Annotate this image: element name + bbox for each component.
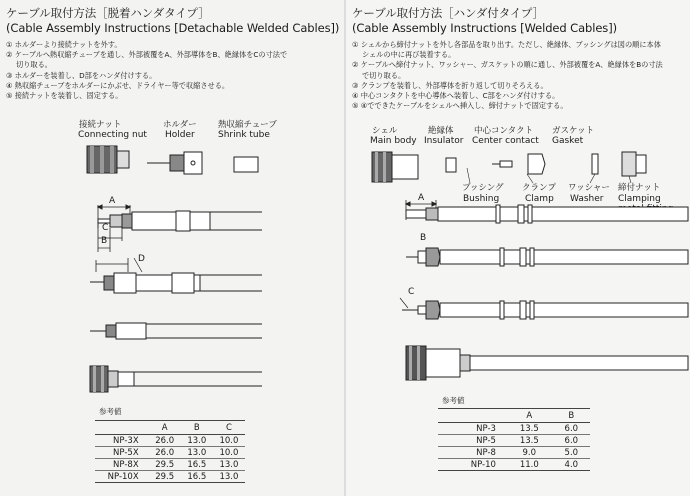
dim-label-d: D — [138, 254, 145, 264]
right-clamped-cable-diagram — [406, 248, 688, 266]
right-title-en: (Cable Assembly Instructions [Welded Cables]) — [352, 21, 617, 35]
left-step-4: ④ 熱収縮チューブをホルダーにかぶせ、ドライヤー等で収縮させる。 — [6, 80, 230, 90]
left-step-5: ⑤ 接続ナットを装着し、固定する。 — [6, 91, 123, 101]
left-step-3: ③ ホルダーを装着し、D部をハンダ付けする。 — [6, 70, 157, 80]
label-insulator-en: Insulator — [424, 136, 464, 146]
right-prepared-cable-diagram — [406, 200, 688, 223]
right-complete-connector-diagram — [406, 346, 688, 380]
dim-label-c: C — [102, 223, 109, 233]
complete-connector-diagram — [90, 366, 262, 392]
gasket-icon — [528, 154, 545, 174]
right-step-2-cont: で切り取る。 — [362, 70, 406, 80]
right-dim-label-c: C — [408, 287, 415, 297]
table-row: NP-5X 26.0 13.0 10.0 — [95, 447, 245, 459]
label-holder-jp: ホルダー — [163, 120, 197, 130]
right-step-4: ④ 中心コンタクトを中心導体へ装着し、C部をハンダ付けする。 — [352, 91, 560, 101]
table-header-row: A B C — [95, 421, 245, 435]
label-washer-jp: ワッシャー — [568, 183, 610, 193]
label-clamping-nut-jp: 締付ナット — [618, 183, 661, 193]
table-row: NP-8X 29.5 16.5 13.0 — [95, 459, 245, 471]
label-clamp-en: Clamp — [525, 194, 554, 204]
right-ref-label: 参考値 — [442, 396, 465, 405]
left-step-1: ① ホルダーより接続ナットを外す。 — [6, 40, 122, 49]
right-step-1-cont: シェルの中に再び装着する。 — [362, 50, 456, 60]
left-title-en: (Cable Assembly Instructions [Detachable Welded Cables]) — [6, 21, 340, 35]
label-gasket-jp: ガスケット — [552, 126, 595, 136]
label-bushing-en: Bushing — [463, 194, 500, 204]
label-insulator-jp: 絶縁体 — [428, 126, 454, 136]
label-center-contact-en: Center contact — [472, 136, 539, 146]
table-header-row: A B — [438, 409, 590, 423]
dim-label-a: A — [109, 196, 116, 206]
right-step-5: ⑤ ④でできたケーブルをシェルへ挿入し、締付ナットで固定する。 — [352, 101, 568, 111]
left-ref-label: 参考値 — [99, 407, 122, 416]
left-assembly-diagram — [0, 0, 344, 400]
tube-shrunk-diagram — [90, 323, 262, 339]
label-gasket-en: Gasket — [552, 136, 584, 146]
right-ref-table — [438, 408, 590, 471]
left-step-2-cont: 切り取る。 — [16, 60, 52, 70]
left-ref-table — [95, 420, 245, 483]
shrink-tube-icon — [234, 157, 258, 172]
holder-icon — [147, 152, 202, 174]
table-row: NP-8 9.0 5.0 — [438, 447, 590, 459]
connecting-nut-icon — [87, 146, 129, 173]
insulator-icon — [446, 158, 456, 172]
label-main-body-jp: シェル — [372, 126, 398, 136]
table-row: NP-3X 26.0 13.0 10.0 — [95, 435, 245, 447]
right-dim-label-b: B — [420, 233, 427, 243]
label-connecting-nut-jp: 接続ナット — [79, 120, 122, 130]
right-contact-soldered-diagram — [400, 298, 688, 319]
label-connecting-nut-en: Connecting nut — [78, 130, 147, 140]
right-step-2: ② ケーブルへ締付ナット、ワッシャー、ガスケットの順に通し、外部被覆をA、絶縁体をBの寸法 — [352, 60, 663, 70]
table-row: NP-10 11.0 4.0 — [438, 459, 590, 471]
right-dim-label-a: A — [418, 193, 425, 203]
label-shrink-tube-en: Shrink tube — [218, 130, 270, 140]
label-holder-en: Holder — [165, 130, 195, 140]
right-step-3: ③ クランプを装着し、外部導体を折り返して切りそろえる。 — [352, 80, 548, 90]
label-shrink-tube-jp: 熱収縮チューブ — [218, 120, 277, 130]
left-panel — [0, 0, 344, 496]
label-clamping-en: Clamping — [618, 194, 661, 204]
label-bushing-jp: ブッシング — [462, 183, 504, 193]
right-panel — [346, 0, 690, 496]
label-washer-en: Washer — [570, 194, 604, 204]
table-row: NP-3 13.5 6.0 — [438, 423, 590, 435]
label-clamp-jp: クランプ — [522, 183, 557, 193]
left-step-2: ② ケーブルへ熱収縮チューブを通し、外部被覆をA、外部導体をB、絶縁体をCの寸法で — [6, 50, 288, 60]
label-center-contact-jp: 中心コンタクト — [474, 126, 534, 136]
right-assembly-diagram — [346, 0, 690, 400]
prepared-cable-diagram — [98, 205, 262, 252]
center-contact-icon — [492, 161, 512, 167]
washer-icon — [592, 154, 598, 174]
holder-installed-diagram — [90, 258, 262, 293]
right-step-1: ① シェルから締付ナットを外し各部品を取り出す。ただし、絶縁体、ブッシングは図の順に本体 — [352, 40, 661, 49]
dim-label-b: B — [101, 236, 108, 246]
left-title-jp: ケーブル取付方法［脱着ハンダタイプ］ — [6, 6, 210, 20]
clamping-nut-icon — [622, 152, 646, 176]
table-row: NP-10X 29.5 16.5 13.0 — [95, 471, 245, 483]
label-main-body-en: Main body — [370, 136, 417, 146]
table-row: NP-5 13.5 6.0 — [438, 435, 590, 447]
main-body-icon — [372, 152, 418, 182]
right-title-jp: ケーブル取付方法［ハンダ付タイプ］ — [352, 6, 545, 20]
